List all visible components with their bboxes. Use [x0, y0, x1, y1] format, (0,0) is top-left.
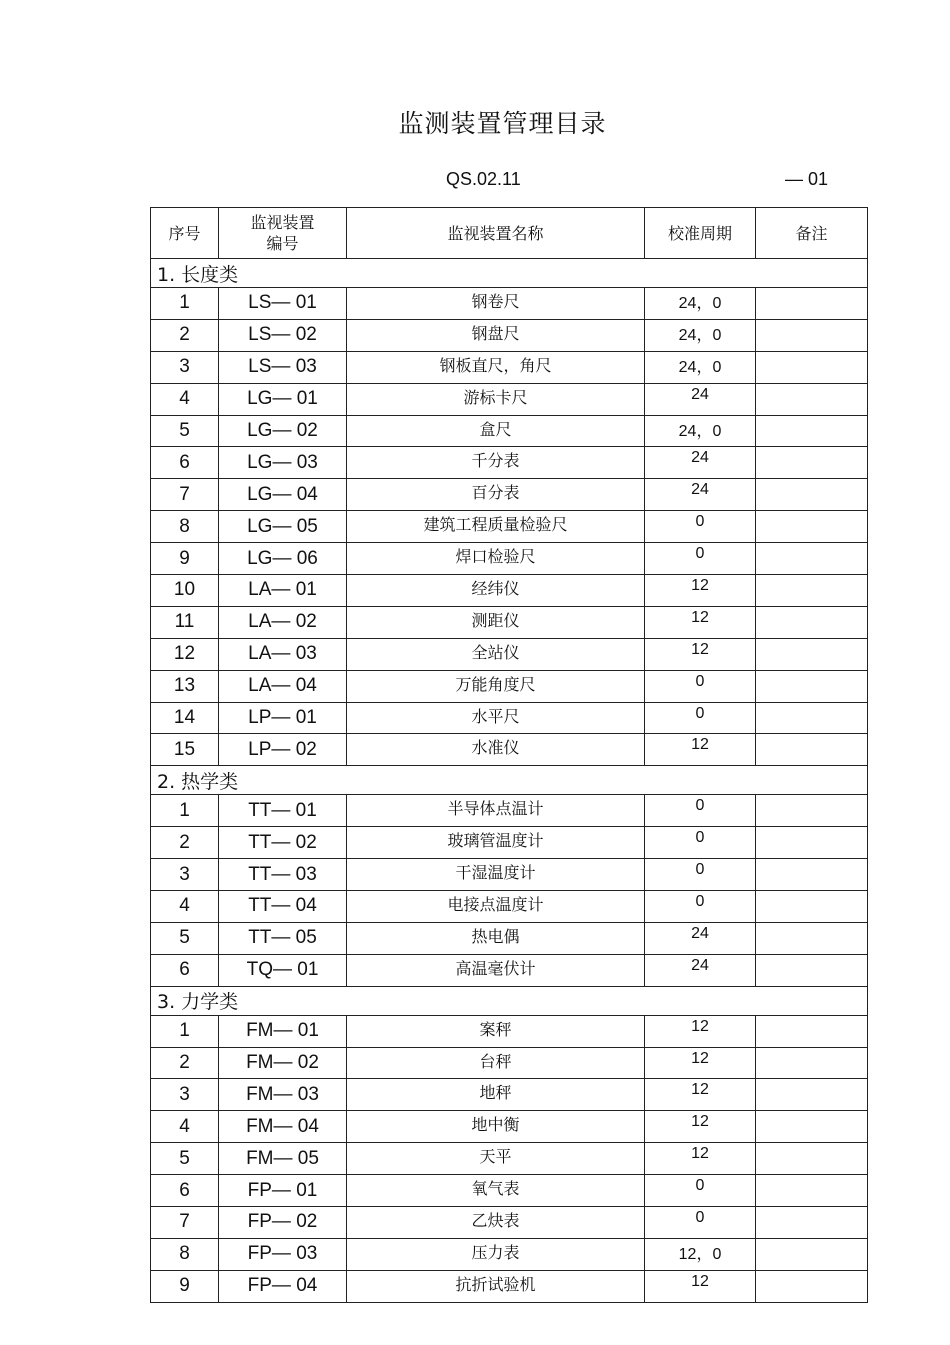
cell-seq: 10	[151, 575, 219, 607]
cell-period: 0	[645, 1207, 756, 1239]
cell-name: 万能角度尺	[347, 670, 645, 702]
cell-seq: 4	[151, 383, 219, 415]
cell-name: 游标卡尺	[347, 383, 645, 415]
cell-seq: 7	[151, 479, 219, 511]
cell-code: LG— 01	[219, 383, 347, 415]
cell-period: 24，0	[645, 351, 756, 383]
cell-period: 12	[645, 1111, 756, 1143]
cell-period: 24	[645, 954, 756, 986]
cell-seq: 3	[151, 351, 219, 383]
cell-code: LG— 02	[219, 415, 347, 447]
cell-seq: 5	[151, 922, 219, 954]
cell-name: 千分表	[347, 447, 645, 479]
cell-code: LG— 04	[219, 479, 347, 511]
cell-remark	[756, 638, 868, 670]
cell-period: 0	[645, 511, 756, 543]
table-row	[151, 447, 868, 479]
cell-remark	[756, 606, 868, 638]
table-row	[151, 1015, 868, 1047]
cell-remark	[756, 1015, 868, 1047]
cell-code: FM— 01	[219, 1015, 347, 1047]
table-row	[151, 859, 868, 891]
cell-period: 0	[645, 702, 756, 734]
table-row	[151, 1270, 868, 1302]
cell-remark	[756, 670, 868, 702]
category-label: 2. 热学类	[151, 766, 868, 795]
cell-name: 盒尺	[347, 415, 645, 447]
cell-name: 案秤	[347, 1015, 645, 1047]
table-row	[151, 1047, 868, 1079]
cell-code: FM— 02	[219, 1047, 347, 1079]
cell-code: LS— 01	[219, 288, 347, 320]
cell-period: 0	[645, 859, 756, 891]
table-body	[151, 259, 868, 1303]
cell-remark	[756, 1079, 868, 1111]
cell-period: 0	[645, 543, 756, 575]
table-row	[151, 383, 868, 415]
cell-code: FP— 03	[219, 1238, 347, 1270]
table-row	[151, 1175, 868, 1207]
cell-code: FP— 01	[219, 1175, 347, 1207]
cell-code: TQ— 01	[219, 954, 347, 986]
cell-code: LS— 03	[219, 351, 347, 383]
cell-remark	[756, 734, 868, 766]
cell-seq: 13	[151, 670, 219, 702]
cell-seq: 11	[151, 606, 219, 638]
cell-name: 半导体点温计	[347, 795, 645, 827]
cell-remark	[756, 1111, 868, 1143]
cell-period: 12	[645, 575, 756, 607]
cell-code: FP— 02	[219, 1207, 347, 1239]
cell-name: 百分表	[347, 479, 645, 511]
cell-remark	[756, 1207, 868, 1239]
table-row	[151, 922, 868, 954]
header-remark: 备注	[756, 208, 868, 259]
cell-period: 0	[645, 670, 756, 702]
cell-remark	[756, 827, 868, 859]
table-row	[151, 479, 868, 511]
cell-period: 24	[645, 447, 756, 479]
cell-period: 24	[645, 922, 756, 954]
cell-seq: 8	[151, 1238, 219, 1270]
cell-code: LA— 02	[219, 606, 347, 638]
cell-name: 水准仪	[347, 734, 645, 766]
cell-period: 24，0	[645, 319, 756, 351]
cell-name: 经纬仪	[347, 575, 645, 607]
cell-period: 24	[645, 479, 756, 511]
cell-code: TT— 04	[219, 891, 347, 923]
cell-period: 0	[645, 827, 756, 859]
cell-code: TT— 01	[219, 795, 347, 827]
cell-code: LA— 01	[219, 575, 347, 607]
cell-code: FM— 05	[219, 1143, 347, 1175]
cell-seq: 1	[151, 1015, 219, 1047]
cell-remark	[756, 1175, 868, 1207]
cell-name: 热电偶	[347, 922, 645, 954]
cell-remark	[756, 479, 868, 511]
cell-name: 台秤	[347, 1047, 645, 1079]
header-code-line2: 编号	[266, 234, 299, 253]
cell-name: 干湿温度计	[347, 859, 645, 891]
cell-period: 24，0	[645, 415, 756, 447]
cell-period: 12	[645, 1047, 756, 1079]
cell-seq: 15	[151, 734, 219, 766]
cell-code: LG— 06	[219, 543, 347, 575]
cell-seq: 14	[151, 702, 219, 734]
table-row	[151, 638, 868, 670]
cell-remark	[756, 1047, 868, 1079]
cell-name: 地秤	[347, 1079, 645, 1111]
cell-seq: 2	[151, 1047, 219, 1079]
cell-code: FM— 03	[219, 1079, 347, 1111]
cell-remark	[756, 1270, 868, 1302]
cell-seq: 2	[151, 319, 219, 351]
table-row	[151, 288, 868, 320]
header-code	[219, 208, 347, 259]
cell-seq: 12	[151, 638, 219, 670]
cell-seq: 8	[151, 511, 219, 543]
cell-seq: 3	[151, 1079, 219, 1111]
cell-seq: 7	[151, 1207, 219, 1239]
cell-code: LS— 02	[219, 319, 347, 351]
cell-name: 电接点温度计	[347, 891, 645, 923]
table-row	[151, 795, 868, 827]
cell-remark	[756, 702, 868, 734]
table-row	[151, 954, 868, 986]
cell-period: 12	[645, 1143, 756, 1175]
table-header-row	[151, 208, 868, 259]
cell-code: LP— 01	[219, 702, 347, 734]
category-row	[151, 766, 868, 795]
equipment-register-table	[150, 207, 868, 1303]
cell-name: 乙炔表	[347, 1207, 645, 1239]
cell-code: TT— 03	[219, 859, 347, 891]
cell-seq: 1	[151, 795, 219, 827]
table-row	[151, 415, 868, 447]
cell-period: 0	[645, 795, 756, 827]
cell-name: 高温毫伏计	[347, 954, 645, 986]
cell-code: LP— 02	[219, 734, 347, 766]
cell-remark	[756, 351, 868, 383]
cell-remark	[756, 859, 868, 891]
cell-name: 钢盘尺	[347, 319, 645, 351]
cell-period: 24，0	[645, 288, 756, 320]
category-label: 1. 长度类	[151, 259, 868, 288]
cell-seq: 9	[151, 543, 219, 575]
table-row	[151, 351, 868, 383]
cell-name: 水平尺	[347, 702, 645, 734]
table-row	[151, 575, 868, 607]
cell-remark	[756, 575, 868, 607]
table-row	[151, 1079, 868, 1111]
table-row	[151, 1207, 868, 1239]
cell-remark	[756, 795, 868, 827]
cell-code: FP— 04	[219, 1270, 347, 1302]
cell-seq: 6	[151, 954, 219, 986]
cell-seq: 3	[151, 859, 219, 891]
cell-seq: 9	[151, 1270, 219, 1302]
cell-remark	[756, 511, 868, 543]
category-row	[151, 259, 868, 288]
cell-remark	[756, 954, 868, 986]
header-seq: 序号	[151, 208, 219, 259]
table-row	[151, 891, 868, 923]
cell-period: 24	[645, 383, 756, 415]
cell-period: 0	[645, 1175, 756, 1207]
table-row	[151, 670, 868, 702]
cell-code: LA— 03	[219, 638, 347, 670]
cell-name: 建筑工程质量检验尺	[347, 511, 645, 543]
table-row	[151, 543, 868, 575]
table-row	[151, 1143, 868, 1175]
category-label: 3. 力学类	[151, 986, 868, 1015]
cell-code: TT— 02	[219, 827, 347, 859]
cell-name: 压力表	[347, 1238, 645, 1270]
cell-name: 地中衡	[347, 1111, 645, 1143]
cell-seq: 2	[151, 827, 219, 859]
cell-remark	[756, 288, 868, 320]
cell-code: TT— 05	[219, 922, 347, 954]
cell-seq: 4	[151, 891, 219, 923]
cell-remark	[756, 415, 868, 447]
cell-seq: 5	[151, 415, 219, 447]
header-code-line1: 监视装置	[250, 213, 315, 232]
cell-name: 钢卷尺	[347, 288, 645, 320]
cell-code: FM— 04	[219, 1111, 347, 1143]
cell-period: 12，0	[645, 1238, 756, 1270]
cell-remark	[756, 447, 868, 479]
cell-name: 天平	[347, 1143, 645, 1175]
cell-name: 氧气表	[347, 1175, 645, 1207]
cell-seq: 6	[151, 447, 219, 479]
cell-seq: 4	[151, 1111, 219, 1143]
cell-period: 12	[645, 1270, 756, 1302]
cell-remark	[756, 383, 868, 415]
table-row	[151, 319, 868, 351]
cell-code: LG— 03	[219, 447, 347, 479]
table-row	[151, 1111, 868, 1143]
cell-seq: 1	[151, 288, 219, 320]
table-row	[151, 1238, 868, 1270]
table-row	[151, 606, 868, 638]
cell-seq: 6	[151, 1175, 219, 1207]
cell-name: 焊口检验尺	[347, 543, 645, 575]
table-row	[151, 734, 868, 766]
cell-name: 全站仪	[347, 638, 645, 670]
cell-remark	[756, 1238, 868, 1270]
category-row	[151, 986, 868, 1015]
table-row	[151, 511, 868, 543]
cell-remark	[756, 319, 868, 351]
cell-remark	[756, 922, 868, 954]
document-number: QS.02.11	[446, 169, 521, 189]
cell-period: 12	[645, 638, 756, 670]
page-title: 监测装置管理目录	[398, 109, 607, 138]
cell-name: 测距仪	[347, 606, 645, 638]
cell-code: LA— 04	[219, 670, 347, 702]
cell-code: LG— 05	[219, 511, 347, 543]
cell-period: 12	[645, 1079, 756, 1111]
revision-number: — 01	[785, 169, 829, 189]
cell-seq: 5	[151, 1143, 219, 1175]
cell-period: 12	[645, 1015, 756, 1047]
cell-period: 12	[645, 606, 756, 638]
cell-remark	[756, 543, 868, 575]
table-row	[151, 827, 868, 859]
cell-period: 12	[645, 734, 756, 766]
header-period: 校准周期	[645, 208, 756, 259]
table-row	[151, 702, 868, 734]
cell-name: 抗折试验机	[347, 1270, 645, 1302]
cell-period: 0	[645, 891, 756, 923]
cell-name: 钢板直尺，角尺	[347, 351, 645, 383]
header-name: 监视装置名称	[347, 208, 645, 259]
cell-name: 玻璃管温度计	[347, 827, 645, 859]
cell-remark	[756, 1143, 868, 1175]
cell-remark	[756, 891, 868, 923]
